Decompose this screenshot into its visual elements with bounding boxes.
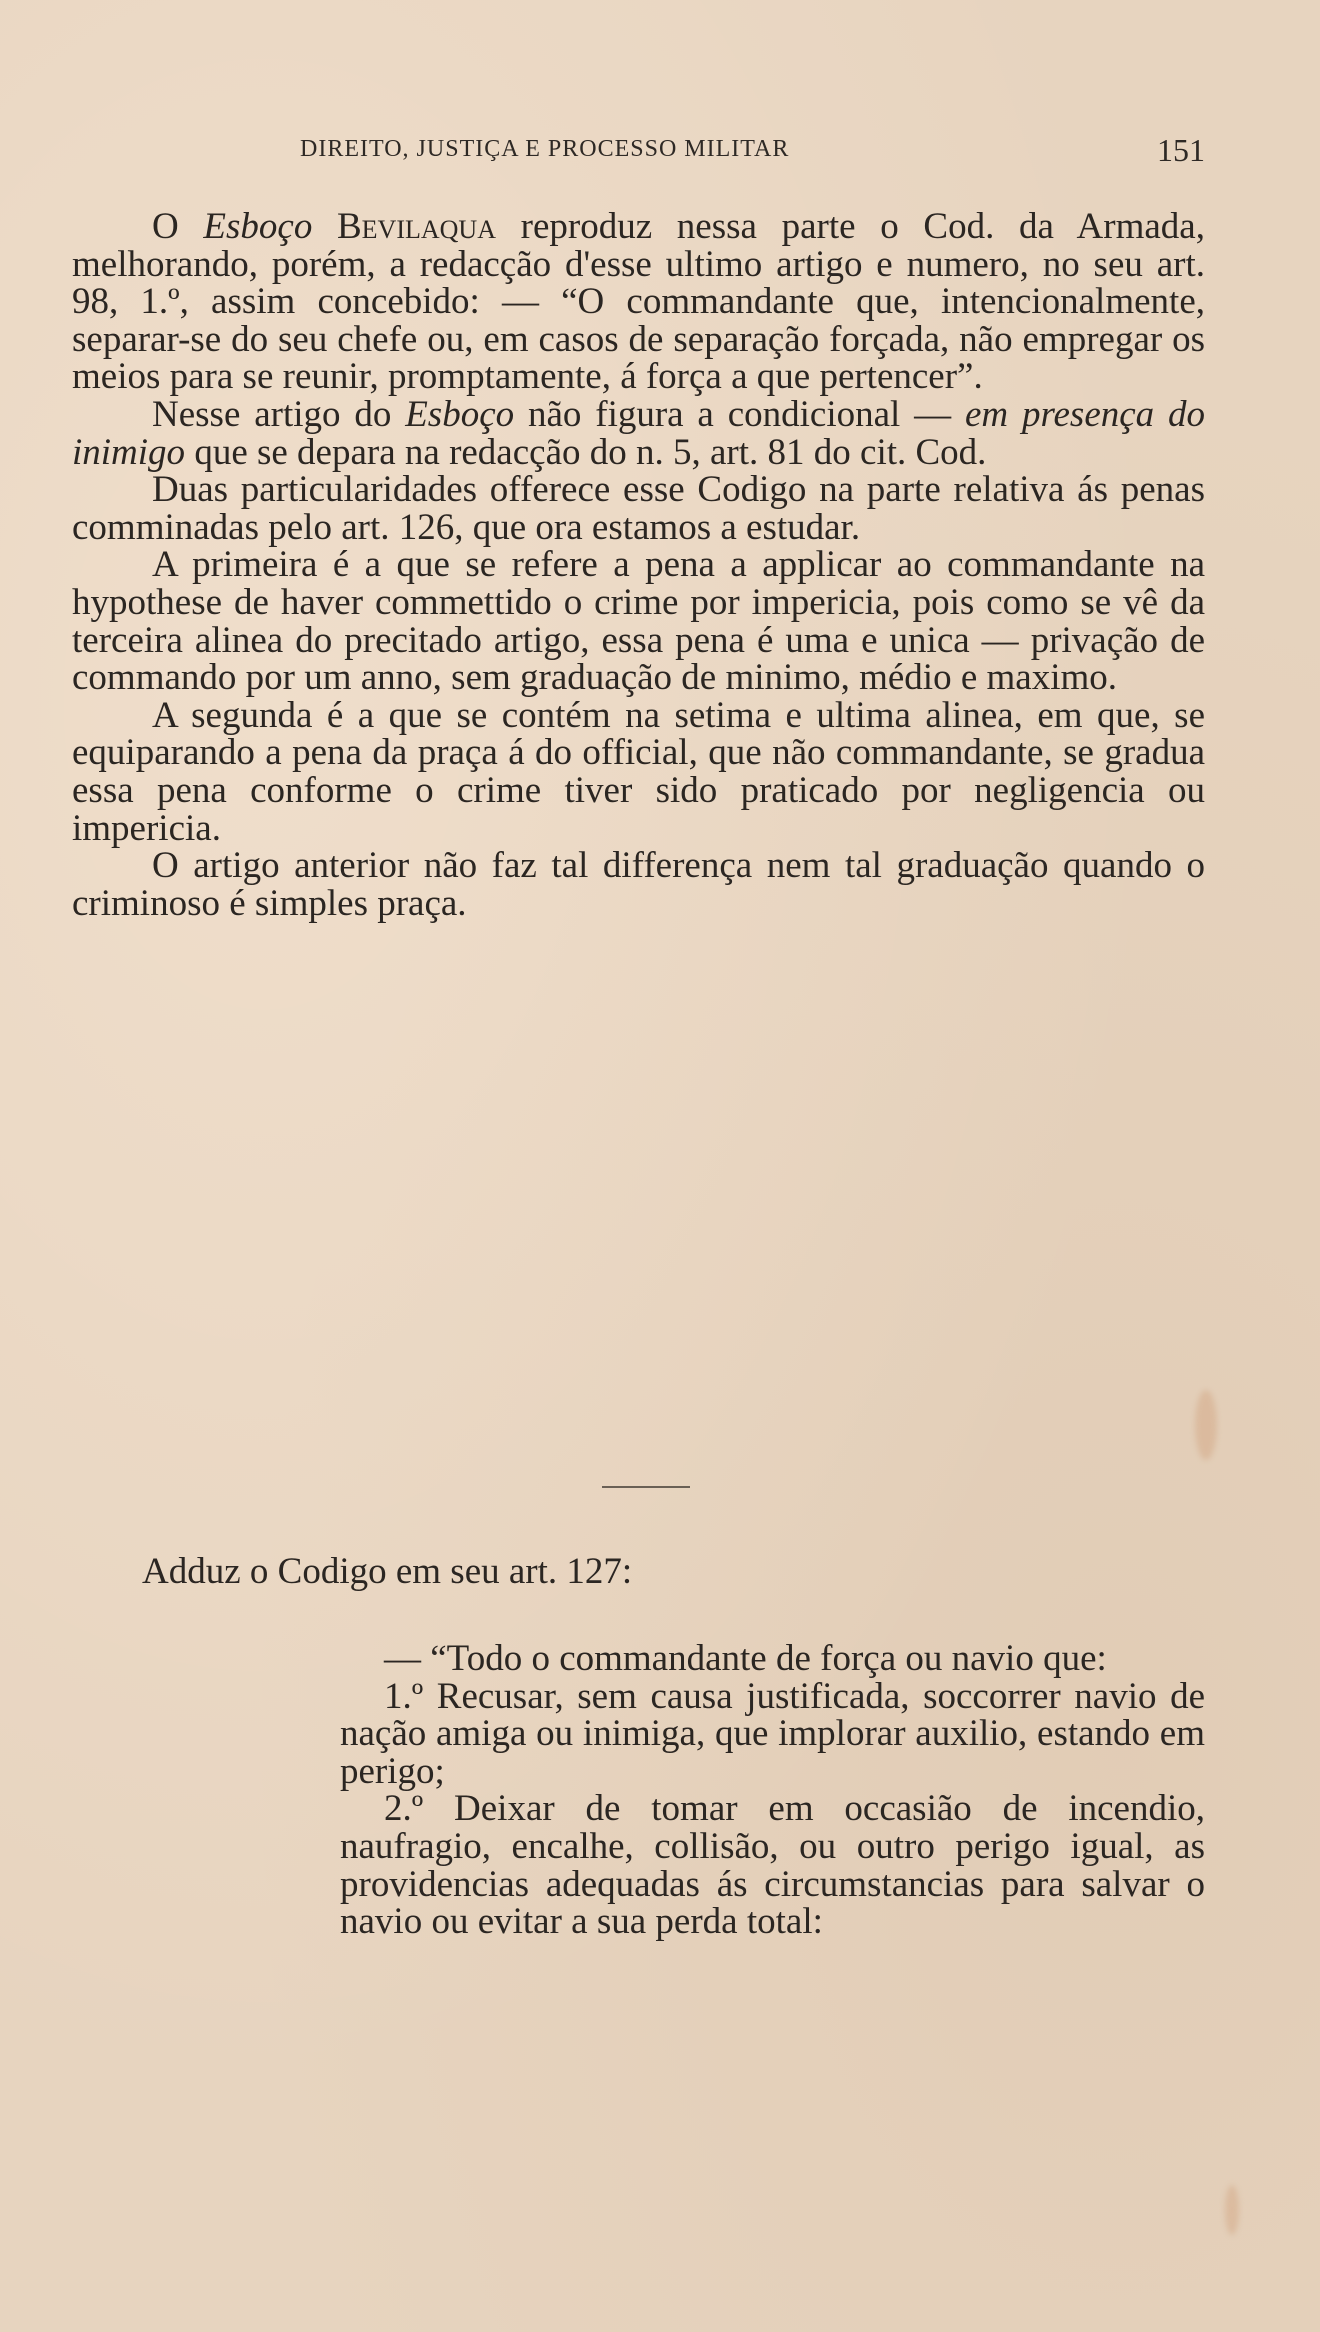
paper-stain — [1225, 2185, 1239, 2235]
paragraph — [72, 544, 1205, 699]
paragraph — [72, 393, 1206, 473]
italic-run: Esboço — [203, 206, 313, 247]
text-run: A segunda é a que se contém na setima e ultima alinea, em que, se equiparando a pena da praça á do official, que não commandante, se gradua essa pena conforme o crime tiver sido praticado por negligencia ou impericia. — [72, 694, 1205, 849]
text-run: O artigo anterior não faz tal differença nem tal graduação quando o criminoso é simples praça. — [72, 845, 1205, 924]
running-title: DIREITO, JUSTIÇA E PROCESSO MILITAR — [300, 136, 790, 162]
text-run — [312, 206, 337, 247]
text-run: não figura a condicional — — [514, 393, 965, 435]
text-run: A primeira é a que se refere a pena a applicar ao commandante na hypothese de haver commettido o crime por impericia, pois como se vê da terceira alinea do precitado artigo, essa pena é uma e unica — privação de commando por um anno, sem graduação de minimo, médio e maximo. — [72, 544, 1205, 699]
text-run: Nesse artigo do — [152, 393, 406, 435]
text-run: Duas particularidades offerece esse Codigo na parte relativa ás penas comminadas pelo art. 126, que ora estamos a estudar. — [72, 469, 1205, 548]
quote-paragraph: 1.º Recusar, sem causa justificada, soccorrer navio de nação amiga ou inimiga, que implorar auxilio, estando em perigo; — [340, 1675, 1205, 1792]
quote-paragraph: — “Todo o commandante de força ou navio que: — [384, 1638, 1107, 1679]
paragraph — [72, 471, 1205, 546]
paragraph — [72, 208, 1205, 396]
quote-paragraph: 2.º Deixar de tomar em occasião de incendio, naufragio, encalhe, collisão, ou outro perigo igual, as providencias adequadas ás circumstancias para salvar o navio ou evitar a sua perda total: — [340, 1788, 1205, 1943]
running-head — [72, 132, 1205, 172]
italic-run: Esboço — [405, 393, 515, 435]
page-number: 151 — [1157, 132, 1205, 168]
italic-run: em presença do inimigo — [72, 393, 1206, 473]
smallcaps-run: Bevilaqua — [337, 206, 496, 247]
text-run: O — [152, 206, 204, 247]
quoted-article-block — [340, 1640, 1205, 1941]
paragraph — [72, 694, 1205, 849]
paragraph — [72, 847, 1205, 922]
text-run: que se depara na redacção do n. 5, art. 81 do cit. Cod. — [185, 431, 987, 473]
text-run: reproduz nessa parte o Cod. da Armada, melhorando, porém, a redacção d'esse ultimo artigo e numero, no seu art. 98, 1.º, assim concebido: — “O commandante que, intencionalmente, separar-se do seu chefe ou, em casos de separação forçada, não empregar os meios para se reunir, promptamente, á força a que pertencer”. — [72, 206, 1205, 398]
article-intro: Adduz o Codigo em seu art. 127: — [142, 1551, 633, 1592]
paper-stain — [1195, 1390, 1217, 1460]
body-text — [72, 208, 1205, 922]
section-separator-rule — [602, 1486, 690, 1488]
